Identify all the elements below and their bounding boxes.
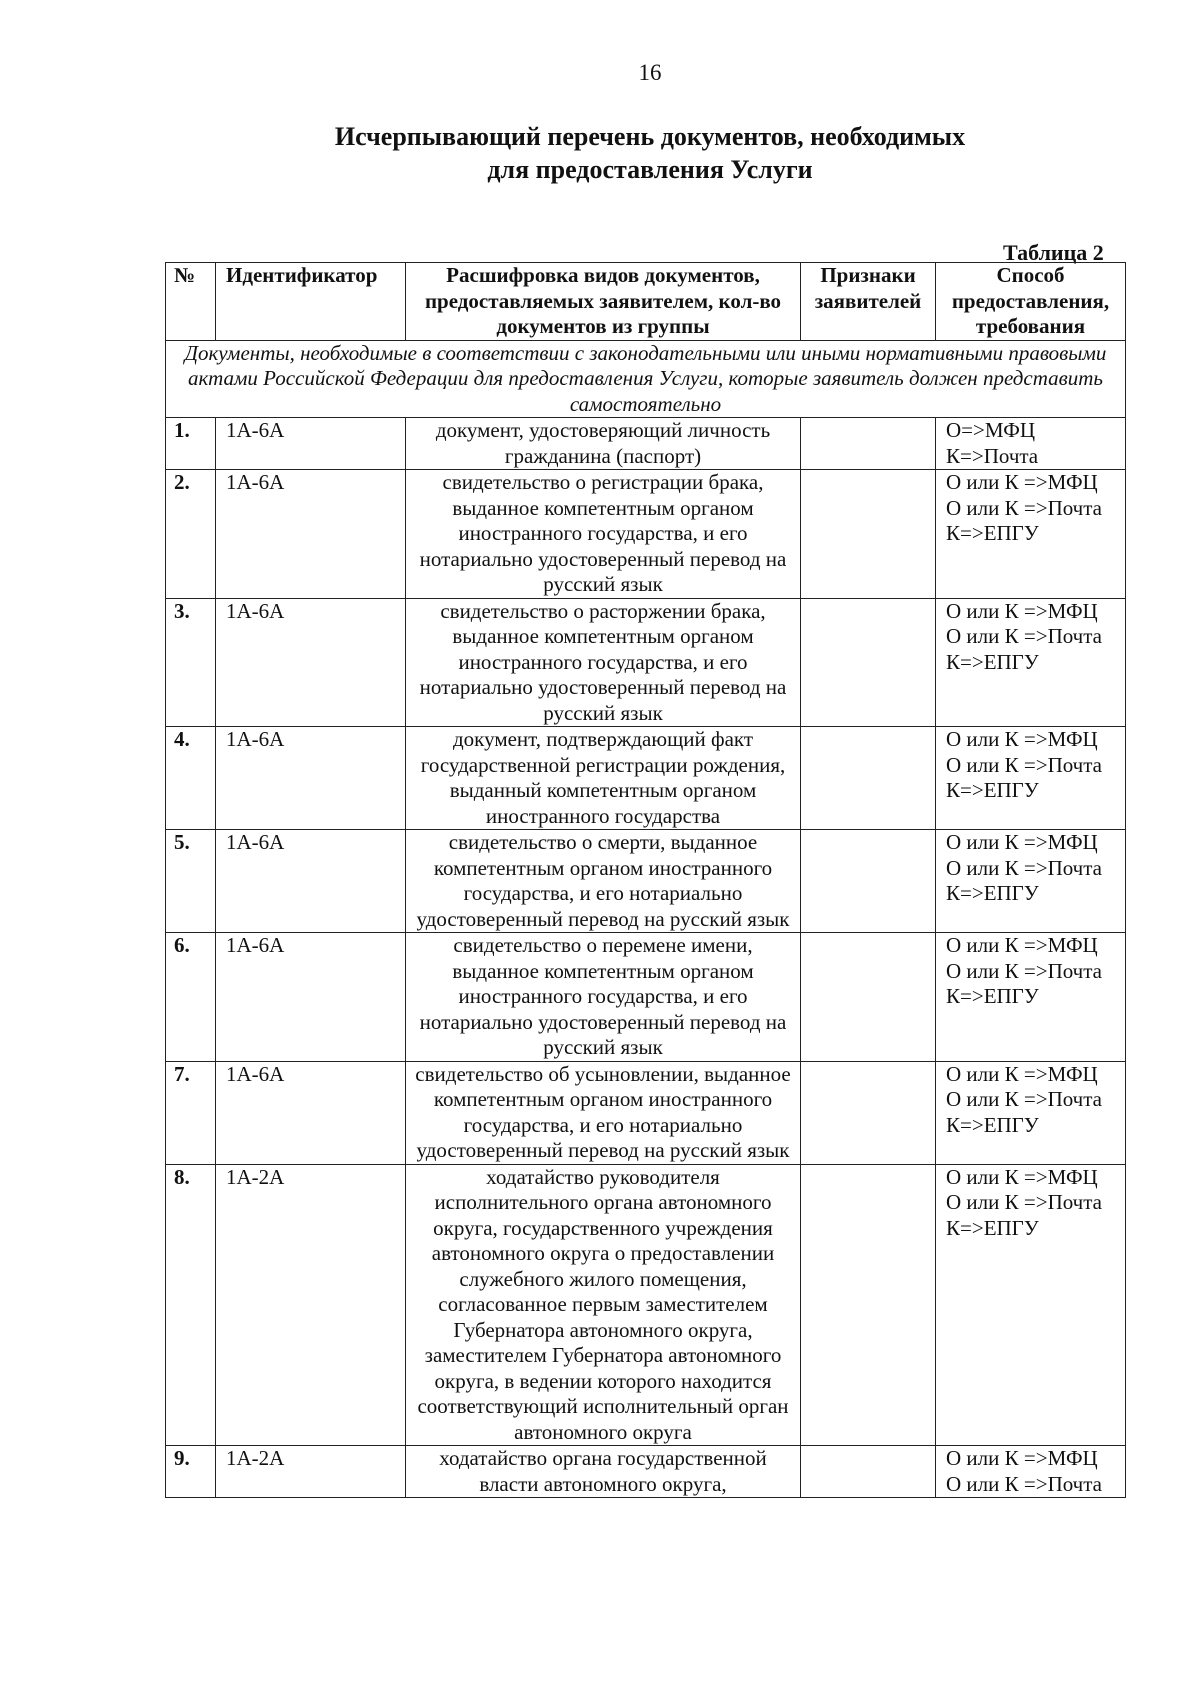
row-applicant-signs <box>801 830 936 933</box>
table-row <box>166 1164 1126 1446</box>
row-number: 1. <box>166 418 216 470</box>
row-submission-method <box>936 598 1126 727</box>
row-submission-method <box>936 1061 1126 1164</box>
row-identifier: 1А-6А <box>216 933 406 1062</box>
submission-method-item: О или К =>Почта <box>946 624 1103 648</box>
row-identifier: 1А-6А <box>216 727 406 830</box>
table-row <box>166 1061 1126 1164</box>
header-applicant-signs: Признаки заявителей <box>801 263 936 341</box>
row-number: 3. <box>166 598 216 727</box>
submission-method-item: О или К =>Почта <box>946 495 1103 520</box>
row-description: документ, подтверждающий факт государственной регистрации рождения, выданный компетентным органом иностранного государства <box>406 727 801 830</box>
header-submission-method: Способ предоставления, требования <box>936 263 1126 341</box>
submission-method-item: К=>ЕПГУ <box>946 649 1039 674</box>
submission-method-item: О=>МФЦ <box>946 418 1036 442</box>
submission-method-item: О или К =>Почта <box>946 752 1103 777</box>
row-identifier: 1А-2А <box>216 1164 406 1446</box>
submission-method-item: О или К =>МФЦ <box>946 1446 1098 1470</box>
submission-method-item: К=>ЕПГУ <box>946 881 1039 905</box>
row-applicant-signs <box>801 933 936 1062</box>
header-number: № <box>166 263 216 341</box>
page-number: 16 <box>638 60 662 85</box>
submission-method-item: О или К =>МФЦ <box>946 727 1098 751</box>
row-applicant-signs <box>801 470 936 599</box>
table-header-row <box>166 263 1126 341</box>
submission-method-item: О или К =>Почта <box>946 1190 1103 1214</box>
table-caption: Таблица 2 <box>1003 240 1104 265</box>
table-row <box>166 727 1126 830</box>
document-title <box>0 120 1200 186</box>
submission-method-item: О или К =>Почта <box>946 1087 1103 1111</box>
row-submission-method <box>936 1446 1126 1498</box>
row-identifier: 1А-6А <box>216 598 406 727</box>
submission-method-item: О или К =>МФЦ <box>946 1061 1098 1086</box>
row-description: ходатайство органа государственной власти автономного округа, <box>406 1446 801 1498</box>
row-submission-method <box>936 1164 1126 1446</box>
submission-method-item: О или К =>МФЦ <box>946 830 1098 854</box>
row-number: 5. <box>166 830 216 933</box>
row-description: свидетельство о расторжении брака, выданное компетентным органом иностранного государства, и его нотариально удостоверенный перевод на русский язык <box>406 598 801 727</box>
row-applicant-signs <box>801 1446 936 1498</box>
submission-method-item: О или К =>Почта <box>946 1471 1103 1496</box>
row-number: 4. <box>166 727 216 830</box>
document-title-line-1: Исчерпывающий перечень документов, необходимых <box>334 122 966 151</box>
section-note: Документы, необходимые в соответствии с законодательными или иными нормативными правовыми актами Российской Федерации для предоставления Услуги, которые заявитель должен представить самостоятельно <box>166 340 1126 418</box>
row-submission-method <box>936 418 1126 470</box>
row-identifier: 1А-6А <box>216 1061 406 1164</box>
table-row <box>166 830 1126 933</box>
row-applicant-signs <box>801 727 936 830</box>
row-number: 8. <box>166 1164 216 1446</box>
row-number: 7. <box>166 1061 216 1164</box>
submission-method-item: К=>Почта <box>946 443 1039 468</box>
row-applicant-signs <box>801 418 936 470</box>
row-identifier: 1А-6А <box>216 418 406 470</box>
table-row <box>166 470 1126 599</box>
submission-method-item: К=>ЕПГУ <box>946 521 1039 545</box>
submission-method-item: О или К =>МФЦ <box>946 470 1098 494</box>
row-description: свидетельство о смерти, выданное компетентным органом иностранного государства, и его нотариально удостоверенный перевод на русский язык <box>406 830 801 933</box>
row-submission-method <box>936 933 1126 1062</box>
row-description: ходатайство руководителя исполнительного органа автономного округа, государственного учреждения автономного округа о предоставлении служебного жилого помещения, согласованное первым заместителем Губернатора автономного округа, заместителем Губернатора автономного округа, в ведении которого находится соответствующий исполнительный орган автономного округа <box>406 1164 801 1446</box>
row-description: свидетельство о перемене имени, выданное компетентным органом иностранного государства, и его нотариально удостоверенный перевод на русский язык <box>406 933 801 1062</box>
header-description: Расшифровка видов документов, предоставляемых заявителем, кол-во документов из группы <box>406 263 801 341</box>
row-identifier: 1А-6А <box>216 470 406 599</box>
row-number: 6. <box>166 933 216 1062</box>
submission-method-item: О или К =>Почта <box>946 958 1103 983</box>
row-identifier: 1А-2А <box>216 1446 406 1498</box>
submission-method-item: К=>ЕПГУ <box>946 778 1039 802</box>
table-row <box>166 1446 1126 1498</box>
submission-method-item: К=>ЕПГУ <box>946 1215 1039 1240</box>
row-submission-method <box>936 830 1126 933</box>
row-number: 9. <box>166 1446 216 1498</box>
row-applicant-signs <box>801 1164 936 1446</box>
submission-method-item: О или К =>Почта <box>946 855 1103 880</box>
documents-table <box>165 262 1126 1498</box>
row-submission-method <box>936 727 1126 830</box>
row-description: документ, удостоверяющий личность гражданина (паспорт) <box>406 418 801 470</box>
table-row <box>166 418 1126 470</box>
table-row <box>166 598 1126 727</box>
row-applicant-signs <box>801 598 936 727</box>
row-identifier: 1А-6А <box>216 830 406 933</box>
submission-method-item: К=>ЕПГУ <box>946 1112 1039 1137</box>
row-submission-method <box>936 470 1126 599</box>
table-row <box>166 933 1126 1062</box>
row-applicant-signs <box>801 1061 936 1164</box>
row-description: свидетельство о регистрации брака, выданное компетентным органом иностранного государства, и его нотариально удостоверенный перевод на русский язык <box>406 470 801 599</box>
submission-method-item: О или К =>МФЦ <box>946 933 1098 957</box>
submission-method-item: О или К =>МФЦ <box>946 598 1098 623</box>
submission-method-item: К=>ЕПГУ <box>946 984 1039 1008</box>
submission-method-item: О или К =>МФЦ <box>946 1164 1098 1189</box>
header-identifier: Идентификатор <box>216 263 406 341</box>
document-title-line-2: для предоставления Услуги <box>487 155 813 184</box>
row-description: свидетельство об усыновлении, выданное компетентным органом иностранного государства, и его нотариально удостоверенный перевод на русский язык <box>406 1061 801 1164</box>
row-number: 2. <box>166 470 216 599</box>
section-note-row <box>166 340 1126 418</box>
